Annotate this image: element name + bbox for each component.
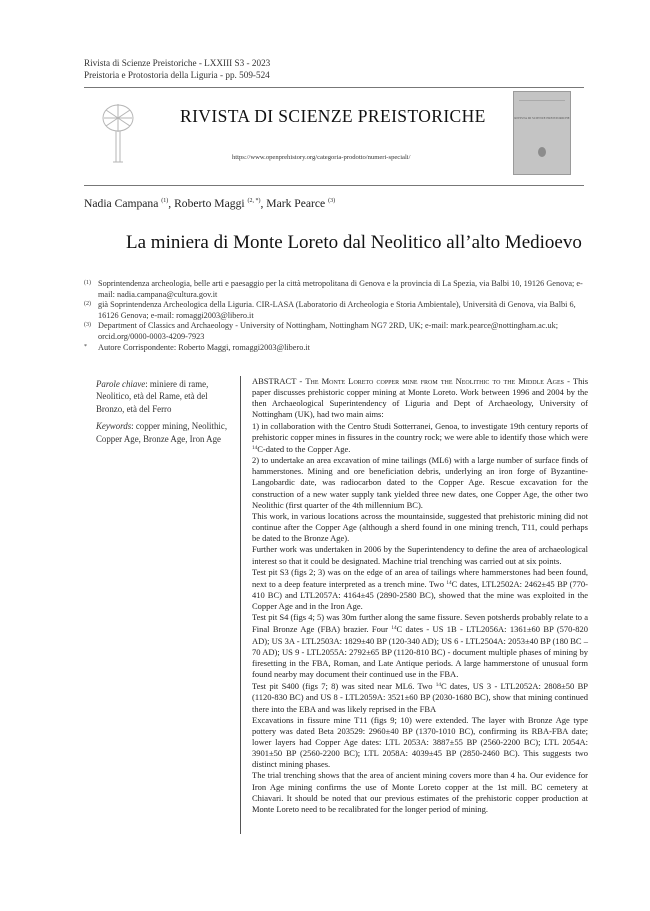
abstract-text: Test pit S3 (figs 2; 3) was on the edge of an area of tailings where hammerstones had been found, next to a deep feature interpreted as a trench mine. Two — [252, 566, 588, 589]
keywords-en-text: : copper mining, Neolithic, Copper Age, Bronze Age, Iron Age — [96, 421, 228, 444]
abstract — [252, 376, 588, 815]
author-name: , Mark Pearce — [260, 197, 329, 210]
abstract-text: Test pit S4 (figs 4; 5) was 30m further along the same fissure. Seven potsherds probably relate to a Final Bronze Age (FBA) brazier. Four — [252, 612, 588, 635]
abstract-paragraph — [252, 567, 588, 613]
abstract-paragraph — [252, 680, 588, 714]
abstract-paragraph — [252, 612, 588, 680]
abstract-heading: The Monte Loreto copper mine from the Neolithic to the Middle Ages — [305, 376, 564, 386]
abstract-paragraph: The trial trenching shows that the area of ancient mining covers more than 4 ha. Our evidence for Iron Age mining confirms the use of Monte Loreto copper at the 1st mill. BC cemetery at Chiavari. It should be noted that our previous estimates of the prehistoric copper production at Monte Loreto need to be recalibrated for the longer period of mining. — [252, 770, 588, 814]
abstract-text: C dates - US 1B - LTL2056A: 1361±60 BP (570-820 AD); US 3A - LTL2503A: 1829±40 BP (120-340 AD); US 6 - LTL2504A: 2053±40 BP (180 BC – 70 AD); US 9 - LTL2055A: 2792±65 BP (1120-810 BC) - document multiple phases of mining by firesetting in the FBA, Roman, and Late Antique periods. A large hammerstone of unusual form found nearby may document their continued use in the FBA. — [252, 624, 588, 680]
cover-band — [519, 100, 565, 101]
author-list — [84, 197, 335, 210]
affiliation-item — [84, 279, 589, 300]
abstract-paragraph: 2) to undertake an area excavation of mine tailings (ML6) with a large number of surface finds of hammerstones. Mining and ore beneficiation debris, underlying an iron forge of Byzantine-Langobardic date, was radiocarbon dated to the Copper Age. Rescue excavation for the construction of a new water supply tank yielded three new dates, one Copper Age, the other two Neolithic (first quarter of the 4th millennium BC). — [252, 455, 588, 510]
journal-url[interactable]: https://www.openprehistory.org/categoria-prodotto/numeri-speciali/ — [232, 154, 411, 161]
isotope-superscript: 14 — [446, 579, 452, 586]
abstract-text: Test pit S400 (figs 7; 8) was sited near ML6. Two — [252, 681, 436, 692]
affiliation-text: già Soprintendenza Archeologica della Liguria. CIR-LASA (Laboratorio di Archeologia e Storia Ambientale), Università di Genova, via Balbi 6, 16126 Genova; e-mail: romaggi2003@libero.it — [98, 300, 576, 320]
isotope-superscript: 14 — [391, 625, 397, 632]
affiliation-mark: * — [84, 343, 87, 350]
cover-title: RIVISTA DI SCIENZE PREISTORICHE — [514, 116, 570, 120]
abstract-text: 1) in collaboration with the Centro Studi Sotterranei, Genoa, to investigate 19th century reports of prehistoric copper mines in fissures in the country rock; we were able to identify those which were — [252, 420, 588, 442]
keywords-italian — [96, 378, 228, 415]
affiliation-text: Autore Corrispondente: Roberto Maggi, romaggi2003@libero.it — [98, 342, 310, 352]
abstract-lead: ABSTRACT - — [252, 376, 306, 386]
column-divider — [240, 376, 241, 834]
author-mark: (2, *) — [247, 198, 261, 204]
abstract-paragraph — [252, 376, 588, 421]
keywords-it-label: Parole chiave — [96, 379, 146, 389]
abstract-text: C dates, US 3 - LTL2052A: 2808±50 BP (1120-830 BC) and US 8 - LTL2059A: 3521±60 BP (2030-1680 BC), show that mining continued there into the EBA and was likely reprised in the FBA — [252, 681, 588, 714]
journal-citation — [84, 57, 270, 81]
cover-emblem-icon — [538, 147, 546, 157]
affiliation-item — [84, 300, 589, 321]
abstract-text: C dates, LTL2502A: 2462±45 BP (770-410 BC) and LTL2057A: 4164±45 (2890-2580 BC), showed that the mine was exploited in the Copper Age and in the Iron Age. — [252, 578, 589, 612]
isotope-superscript: 14 — [435, 682, 441, 689]
author-mark: (3) — [328, 198, 336, 204]
affiliation-item — [84, 343, 589, 354]
affiliation-mark: (2) — [84, 301, 91, 308]
journal-section-line: Preistoria e Protostoria della Liguria - pp. 509-524 — [84, 70, 270, 80]
header-rule — [84, 87, 584, 88]
affiliations — [84, 279, 589, 353]
abstract-text: - This paper discusses prehistoric copper mining at Monte Loreto. Work between 1996 and 2004 by the then Archaeological Superintendency of Liguria and Dept of Archaeology, University of Nottingham (UK), had two main aims: — [252, 376, 589, 420]
abstract-text: C-dated to the Copper Age. — [257, 443, 351, 454]
abstract-paragraph — [252, 421, 588, 455]
journal-cover-thumbnail — [513, 91, 571, 175]
author-name: Nadia Campana — [84, 197, 162, 210]
affiliation-mark: (1) — [84, 280, 91, 286]
keywords-sidebar — [96, 378, 228, 450]
isotope-superscript: 14 — [252, 444, 258, 451]
keywords-it-text: : miniere di rame, Neolitico, età del Rame, età del Bronzo, età del Ferro — [96, 379, 209, 414]
keywords-english — [96, 420, 228, 445]
author-mark: (1) — [161, 198, 169, 204]
affiliation-item — [84, 321, 589, 342]
affiliation-text: Soprintendenza archeologia, belle arti e paesaggio per la città metropolitana di Genova e la provincia di La Spezia, via Balbi 10, 19126 Genova; e-mail: nadia.campana@cultura.gov.it — [98, 279, 583, 299]
journal-logo-icon — [96, 100, 140, 166]
abstract-paragraph: This work, in various locations across the mountainside, suggested that prehistoric mining did not continue after the Copper Age (although a sherd found in one mining trench, T11, could perhaps be dated to the Bronze Age). — [252, 510, 588, 544]
header-bottom-rule — [84, 185, 584, 186]
journal-issue-line: Rivista di Scienze Preistoriche - LXXIII S3 - 2023 — [84, 58, 271, 68]
author-name: , Roberto Maggi — [168, 197, 248, 210]
paper-title: La miniera di Monte Loreto dal Neolitico all’alto Medioevo — [126, 232, 582, 253]
abstract-paragraph: Further work was undertaken in 2006 by the Superintendency to define the area of archaeological interest so that it could be designated. Machine trial trenching was carried out at six points. — [252, 544, 588, 566]
affiliation-mark: (3) — [84, 322, 91, 329]
keywords-en-label: Keywords — [96, 421, 132, 432]
abstract-paragraph: Excavations in fissure mine T11 (figs 9; 10) were extended. The layer with Bronze Age type pottery was dated Beta 203529: 2960±40 BP (1370-1010 BC), confirming its RBA-FBA date; lower layers had Copper Age dates: LTL 2053A: 3887±55 BP (2560-2200 BC); LTL 2054A: 3901±50 BP (2560-2200 BC); LTL 2058A: 4039±45 BP (2850-2460 BC). This suggests two distinct mining phases. — [252, 714, 588, 770]
affiliation-text: Department of Classics and Archaeology - University of Nottingham, Nottingham NG7 2RD, UK; e-mail: mark.pearce@nottingham.ac.uk; orcid.org/0000-0003-4209-7923 — [98, 321, 559, 341]
journal-title: RIVISTA DI SCIENZE PREISTORICHE — [180, 106, 486, 126]
